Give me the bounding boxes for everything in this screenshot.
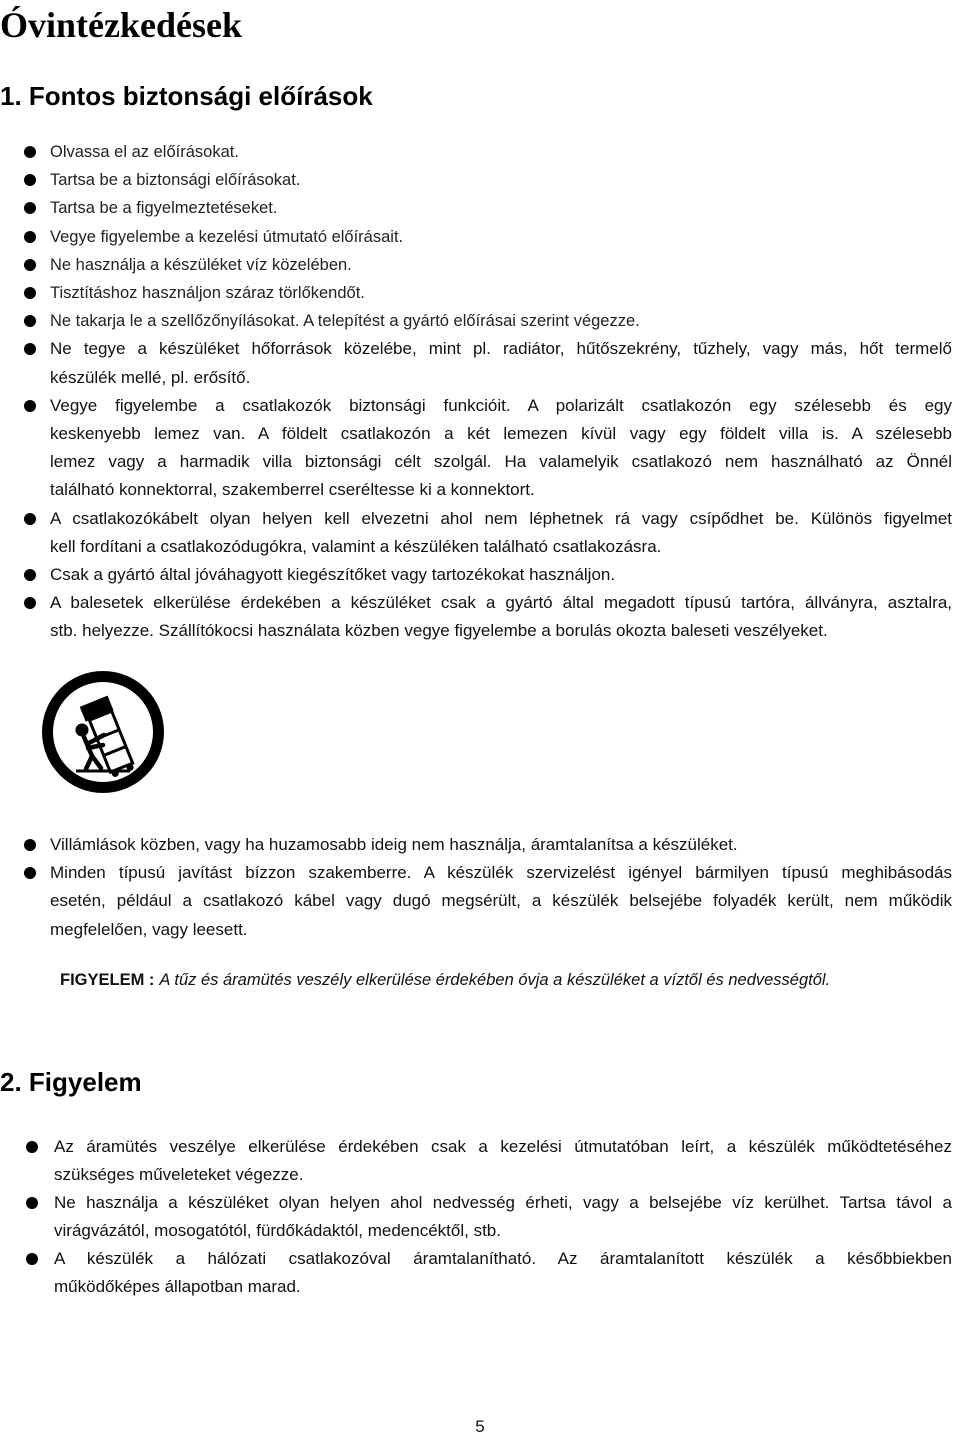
list-item-text: működőképes állapotban marad. — [54, 1277, 301, 1296]
list-item — [0, 859, 952, 944]
list-item-text: Csak a gyártó által jóváhagyott kiegészítőket vagy tartozékokat használjon. — [50, 565, 616, 585]
list-item-text: Vegye figyelembe a csatlakozók biztonsági funkcióit. A polarizált csatlakozón egy szélesebb és egy — [50, 395, 952, 415]
list-item-text: Tisztításhoz használjon száraz törlőkendőt. — [50, 284, 365, 303]
safety-rules-list — [0, 138, 952, 646]
list-item-text: Az áramütés veszélye elkerülése érdekében csak a kezelési útmutatóban leírt, a készülék működtetéséhez — [54, 1137, 952, 1156]
list-item-text: Villámlások közben, vagy ha huzamosabb ideig nem használja, áramtalanítsa a készüléket. — [50, 835, 738, 854]
list-item — [0, 194, 952, 222]
list-item-text: Ne használja a készüléket víz közelében. — [50, 255, 352, 274]
bullet-icon — [24, 202, 36, 214]
list-item-text: Ne tegye a készüléket hőforrások közelébe, mint pl. radiátor, hűtőszekrény, tűzhely, vagy más, hőt termelő — [50, 339, 952, 359]
list-item — [0, 831, 952, 859]
list-item-text: stb. helyezze. Szállítókocsi használata közben vegye figyelembe a borulás okozta baleseti veszélyeket. — [50, 621, 828, 641]
list-item — [0, 589, 952, 645]
list-item — [0, 561, 952, 589]
bullet-icon — [24, 174, 36, 186]
notice-text: A tűz és áramütés veszély elkerülése érdekében óvja a készüléket a víztől és nedvességtől. — [159, 971, 831, 989]
bullet-icon — [26, 1141, 38, 1153]
bullet-icon — [24, 343, 36, 355]
list-item — [0, 279, 952, 307]
bullet-icon — [24, 259, 36, 271]
list-item-text: Tartsa be a biztonsági előírásokat. — [50, 171, 301, 190]
list-item-text: Ne használja a készüléket olyan helyen ahol nedvesség érheti, vagy a belsejébe víz kerülhet. Tartsa távol a — [54, 1193, 952, 1212]
list-item — [0, 307, 952, 335]
cart-tip-over-symbol — [40, 668, 166, 796]
list-item-text: szükséges műveleteket végezze. — [54, 1165, 304, 1184]
list-item-text: Minden típusú javítást bízzon szakemberre. A készülék szervizelést igényel bármilyen típusú meghibásodás — [50, 863, 952, 883]
warning-notice — [60, 966, 830, 994]
bullet-icon — [24, 146, 36, 158]
list-item-text: A csatlakozókábelt olyan helyen kell elvezetni ahol nem léphetnek rá vagy csípődhet be. Különös figyelmet — [50, 508, 952, 528]
list-item-text: virágvázától, mosogatótól, fürdőkádaktól, medencéktől, stb. — [54, 1221, 501, 1240]
bullet-icon — [24, 569, 36, 581]
list-item-text: esetén, például a csatlakozó kábel vagy dugó megsérült, a készülék belsejébe folyadék került, nem működik — [50, 891, 952, 911]
list-item — [0, 1189, 952, 1245]
bullet-icon — [24, 400, 36, 412]
list-item — [0, 251, 952, 279]
bullet-icon — [24, 315, 36, 327]
list-item — [0, 392, 952, 505]
bullet-icon — [24, 287, 36, 299]
list-item — [0, 223, 952, 251]
list-item-text: kell fordítani a csatlakozódugókra, valamint a készüléken található csatlakozásra. — [50, 536, 662, 556]
list-item-text: megfelelően, vagy leesett. — [50, 919, 248, 939]
section-heading-attention: 2. Figyelem — [0, 1067, 142, 1097]
list-item-text: A készülék a hálózati csatlakozóval áramtalanítható. Az áramtalanított készülék a későbbiekben — [54, 1249, 952, 1268]
bullet-icon — [24, 839, 36, 851]
list-item — [0, 1245, 952, 1301]
page-title: Óvintézkedések — [0, 5, 242, 45]
bullet-icon — [26, 1197, 38, 1209]
list-item — [0, 166, 952, 194]
list-item-text: keskenyebb lemez van. A földelt csatlakozón a két lemezen kívül vagy egy földelt villa is. A szélesebb — [50, 424, 952, 444]
list-item-text: Vegye figyelembe a kezelési útmutató előírásait. — [50, 227, 404, 246]
bullet-icon — [24, 597, 36, 609]
cart-tip-over-warning-icon — [40, 668, 166, 796]
list-item — [0, 335, 952, 391]
bullet-icon — [24, 513, 36, 525]
page-number: 5 — [475, 1417, 485, 1436]
list-item-text: készülék mellé, pl. erősítő. — [50, 367, 251, 387]
list-item — [0, 505, 952, 561]
list-item-text: Tartsa be a figyelmeztetéseket. — [50, 199, 278, 218]
notice-label: FIGYELEM : — [60, 971, 155, 989]
safety-rules-list-continued — [0, 831, 952, 944]
bullet-icon — [26, 1253, 38, 1265]
list-item-text: Olvassa el az előírásokat. — [50, 143, 239, 161]
list-item — [0, 138, 952, 166]
list-item-text: A balesetek elkerülése érdekében a készüléket csak a gyártó által megadott típusú tartóra, állványra, asztalra, — [50, 593, 952, 613]
list-item-text: Ne takarja le a szellőzőnyílásokat. A telepítést a gyártó előírásai szerint végezze. — [50, 312, 640, 331]
list-item-text: található konnektorral, szakemberrel cseréltesse ki a konnektort. — [50, 480, 535, 500]
bullet-icon — [24, 231, 36, 243]
section-heading-safety-rules: 1. Fontos biztonsági előírások — [0, 81, 373, 111]
list-item — [0, 1133, 952, 1189]
bullet-icon — [24, 867, 36, 879]
attention-list — [0, 1133, 952, 1301]
list-item-text: lemez vagy a harmadik villa biztonsági célt szolgál. Ha valamelyik csatlakozó nem használható az Önnél — [50, 452, 952, 472]
